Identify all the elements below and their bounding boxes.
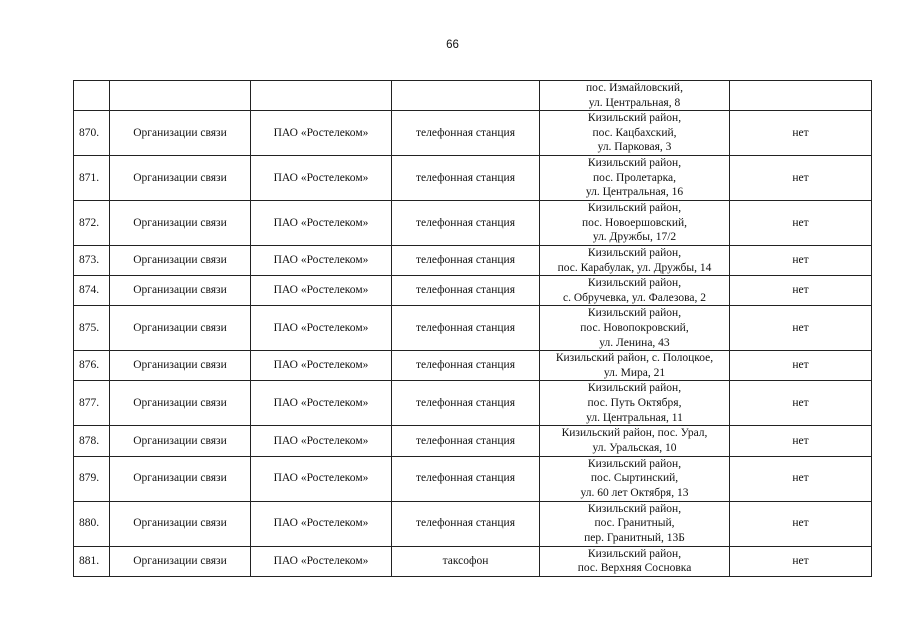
row-number-cell: 876. [74,351,110,381]
address-cell [540,276,730,306]
address-cell [540,501,730,546]
address-line: пос. Пролетарка, [593,171,676,184]
row-number-cell: 871. [74,156,110,201]
address-line: пер. Гранитный, 13Б [584,531,685,544]
row-number-cell: 879. [74,456,110,501]
table-row [74,81,872,111]
organization-cell: ПАО «Ростелеком» [251,245,392,275]
note-cell: нет [730,501,872,546]
address-line: ул. Ленина, 43 [599,336,670,349]
address-line: Кизильский район, [587,246,682,259]
object-type-cell: телефонная станция [392,351,540,381]
note-cell: нет [730,111,872,156]
address-line: Кизильский район, пос. Урал, [561,427,708,440]
category-cell: Организации связи [110,201,251,246]
table-row [74,306,872,351]
table-row [74,111,872,156]
note-cell: нет [730,306,872,351]
organization-cell: ПАО «Ростелеком» [251,156,392,201]
address-line: Кизильский район, [587,382,682,395]
address-line: ул. Мира, 21 [603,366,666,379]
category-cell: Организации связи [110,426,251,456]
address-cell [540,245,730,275]
address-line: Кизильский район, [587,307,682,320]
organization-cell [251,81,392,111]
table-row [74,276,872,306]
organization-cell: ПАО «Ростелеком» [251,456,392,501]
address-cell [540,111,730,156]
table-row [74,426,872,456]
row-number-cell [74,81,110,111]
address-line: ул. Дружбы, 17/2 [592,231,677,244]
category-cell: Организации связи [110,456,251,501]
row-number-cell: 873. [74,245,110,275]
address-line: пос. Измайловский, [586,82,683,94]
note-cell: нет [730,546,872,576]
object-type-cell: телефонная станция [392,245,540,275]
category-cell: Организации связи [110,351,251,381]
address-cell [540,81,730,111]
note-cell: нет [730,276,872,306]
address-line: пос. Гранитный, [594,517,675,530]
registry-table-body [74,81,872,577]
address-cell [540,456,730,501]
address-line: Кизильский район, [587,457,682,470]
note-cell: нет [730,426,872,456]
address-line: ул. Центральная, 8 [588,96,681,109]
organization-cell: ПАО «Ростелеком» [251,351,392,381]
category-cell: Организации связи [110,381,251,426]
address-line: Кизильский район, [587,112,682,125]
category-cell: Организации связи [110,306,251,351]
address-line: пос. Новопокровский, [580,321,689,334]
organization-cell: ПАО «Ростелеком» [251,546,392,576]
address-cell [540,381,730,426]
category-cell: Организации связи [110,546,251,576]
address-line: пос. Карабулак, ул. Дружбы, 14 [557,261,712,274]
object-type-cell: телефонная станция [392,306,540,351]
organization-cell: ПАО «Ростелеком» [251,381,392,426]
row-number-cell: 880. [74,501,110,546]
address-line: пос. Верхняя Сосновка [577,562,692,575]
table-row [74,156,872,201]
organization-cell: ПАО «Ростелеком» [251,201,392,246]
address-cell [540,306,730,351]
object-type-cell: телефонная станция [392,111,540,156]
note-cell [730,81,872,111]
address-cell [540,201,730,246]
organization-cell: ПАО «Ростелеком» [251,306,392,351]
object-type-cell: телефонная станция [392,276,540,306]
row-number-cell: 881. [74,546,110,576]
organization-cell: ПАО «Ростелеком» [251,501,392,546]
row-number-cell: 878. [74,426,110,456]
note-cell: нет [730,351,872,381]
address-line: ул. Центральная, 16 [585,186,684,199]
address-line: пос. Путь Октября, [587,397,682,410]
category-cell: Организации связи [110,501,251,546]
object-type-cell: телефонная станция [392,501,540,546]
row-number-cell: 870. [74,111,110,156]
table-row [74,351,872,381]
address-line: Кизильский район, [587,547,682,560]
category-cell: Организации связи [110,156,251,201]
row-number-cell: 875. [74,306,110,351]
object-type-cell: телефонная станция [392,381,540,426]
category-cell: Организации связи [110,111,251,156]
object-type-cell: таксофон [392,546,540,576]
address-line: ул. Уральская, 10 [592,441,677,454]
note-cell: нет [730,381,872,426]
address-line: Кизильский район, с. Полоцкое, [555,352,714,365]
table-row [74,245,872,275]
category-cell [110,81,251,111]
category-cell: Организации связи [110,276,251,306]
note-cell: нет [730,201,872,246]
address-line: Кизильский район, [587,277,682,290]
table-row [74,201,872,246]
address-line: Кизильский район, [587,202,682,215]
address-line: пос. Новоершовский, [581,216,688,229]
row-number-cell: 872. [74,201,110,246]
registry-table [73,80,872,577]
address-line: пос. Сыртинский, [590,472,679,485]
note-cell: нет [730,245,872,275]
note-cell: нет [730,456,872,501]
address-line: ул. Парковая, 3 [597,141,672,154]
object-type-cell: телефонная станция [392,156,540,201]
page-number: 66 [446,39,459,51]
note-cell: нет [730,156,872,201]
organization-cell: ПАО «Ростелеком» [251,276,392,306]
object-type-cell: телефонная станция [392,201,540,246]
table-row [74,381,872,426]
category-cell: Организации связи [110,245,251,275]
address-line: Кизильский район, [587,157,682,170]
table-row [74,546,872,576]
address-line: пос. Кацбахский, [592,126,677,139]
row-number-cell: 874. [74,276,110,306]
address-line: ул. 60 лет Октября, 13 [580,486,689,499]
address-line: ул. Центральная, 11 [586,411,683,424]
table-row [74,456,872,501]
address-cell [540,426,730,456]
object-type-cell: телефонная станция [392,456,540,501]
address-cell [540,351,730,381]
row-number-cell: 877. [74,381,110,426]
table-row [74,501,872,546]
object-type-cell: телефонная станция [392,426,540,456]
address-line: Кизильский район, [587,502,682,515]
address-cell [540,156,730,201]
address-line: с. Обручевка, ул. Фалезова, 2 [562,291,707,304]
object-type-cell [392,81,540,111]
organization-cell: ПАО «Ростелеком» [251,426,392,456]
organization-cell: ПАО «Ростелеком» [251,111,392,156]
address-cell [540,546,730,576]
